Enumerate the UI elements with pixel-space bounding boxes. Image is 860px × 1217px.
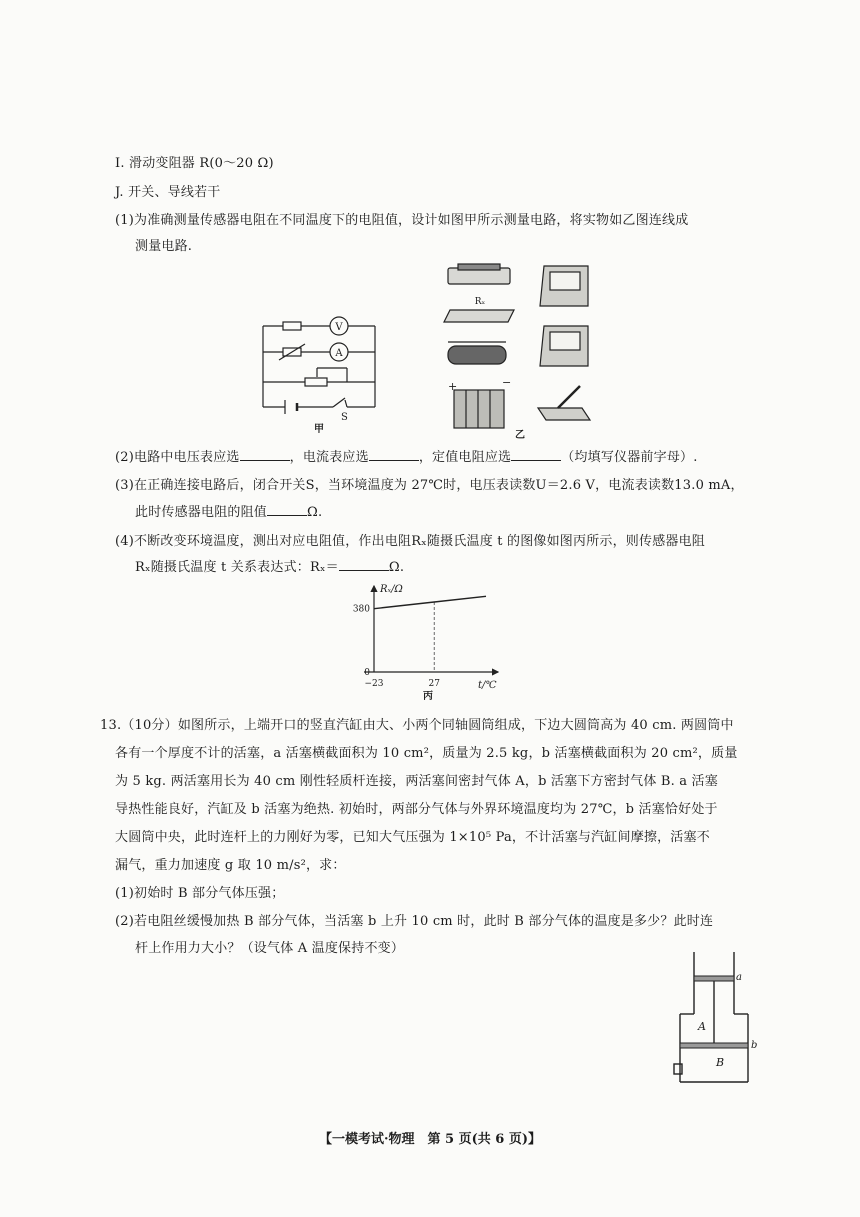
question-2 bbox=[115, 446, 698, 465]
origin-label: 0 bbox=[364, 668, 370, 678]
page-footer: 【一模考试·物理 第 5 页(共 6 页)】 bbox=[318, 1132, 542, 1147]
question-4-line-1: (4)不断改变环境温度，测出对应电阻值，作出电阻Rₓ随摄氏温度 t 的图像如图丙所示，则传感器电阻 bbox=[115, 534, 706, 549]
question-1-line-1: (1)为准确测量传感器电阻在不同温度下的电阻值，设计如图甲所示测量电路，将实物如乙图连线成 bbox=[115, 213, 689, 228]
q3-text-1: 此时传感器电阻的阻值 bbox=[135, 505, 268, 520]
q2-text-1: (2)电路中电压表应选 bbox=[115, 450, 240, 465]
q4-text-2: Ω. bbox=[388, 560, 405, 575]
figure-jia-caption: 甲 bbox=[314, 424, 324, 435]
q3-text-2: Ω. bbox=[307, 505, 323, 520]
figure-bing-caption: 丙 bbox=[423, 691, 433, 702]
figure-yi-caption: 乙 bbox=[515, 430, 525, 441]
voltmeter-label: V bbox=[335, 322, 343, 333]
voltmeter-answer-blank bbox=[240, 448, 290, 461]
resistor-answer-blank bbox=[511, 448, 561, 461]
piston-b bbox=[680, 1043, 748, 1048]
ammeter-answer-blank bbox=[369, 448, 419, 461]
figure-cylinder bbox=[672, 952, 772, 1087]
battery-pack bbox=[454, 390, 504, 428]
problem-13-line-8: (2)若电阻丝缓慢加热 B 部分气体，当活塞 b 上升 10 cm 时，此时 B 部分气体的温度是多少？此时连 bbox=[115, 914, 714, 929]
figure-yi-apparatus bbox=[440, 258, 600, 441]
problem-13-line-4: 导热性能良好，汽缸及 b 活塞为绝热. 初始时，两部分气体与外界环境温度均为 27℃，b 活塞恰好处于 bbox=[115, 802, 718, 817]
y-axis-label: Rₓ/Ω bbox=[380, 584, 403, 595]
question-3-line-2 bbox=[135, 501, 322, 520]
problem-13-line-6: 漏气，重力加速度 g 取 10 m/s²，求： bbox=[115, 858, 346, 873]
label-a: a bbox=[736, 972, 742, 983]
resistance-answer-blank bbox=[267, 503, 307, 516]
rheostat bbox=[448, 346, 506, 364]
q2-text-3: ，定值电阻应选 bbox=[418, 450, 512, 465]
q4-text-1: Rₓ随摄氏温度 t 关系表达式：Rₓ＝ bbox=[135, 560, 339, 575]
ammeter-label: A bbox=[335, 348, 343, 359]
question-4-line-2 bbox=[135, 556, 404, 575]
plus-sign: + bbox=[448, 380, 458, 393]
piston-a bbox=[694, 976, 734, 981]
tick-380: 380 bbox=[352, 604, 370, 615]
x-axis-label: t/℃ bbox=[478, 680, 497, 691]
label-b: b bbox=[751, 1040, 758, 1051]
item-i: I. 滑动变阻器 R(0～20 Ω) bbox=[115, 156, 274, 171]
switch-board bbox=[538, 408, 590, 420]
switch-label: S bbox=[341, 412, 348, 423]
problem-13-line-5: 大圆筒中央，此时连杆上的力刚好为零，已知大气压强为 1×10⁵ Pa，不计活塞与汽缸间摩擦，活塞不 bbox=[115, 830, 710, 845]
question-3-line-1: (3)在正确连接电路后，闭合开关S，当环境温度为 27℃时，电压表读数U＝2.6 V，电流表读数13.0 mA， bbox=[115, 478, 744, 493]
problem-13-line-3: 为 5 kg. 两活塞用长为 40 cm 刚性轻质杆连接，两活塞间密封气体 A，b 活塞下方密封气体 B. a 活塞 bbox=[115, 774, 718, 789]
tick-neg-23: −23 bbox=[364, 679, 384, 689]
minus-sign: − bbox=[502, 376, 512, 389]
expression-answer-blank bbox=[339, 558, 389, 571]
problem-13-line-1: 13.（10分）如图所示，上端开口的竖直汽缸由大、小两个同轴圆筒组成，下边大圆筒高为 40 cm. 两圆筒中 bbox=[100, 718, 734, 733]
figure-jia-circuit bbox=[255, 310, 385, 435]
problem-13-line-7: (1)初始时 B 部分气体压强； bbox=[115, 886, 285, 901]
rx-label: Rₓ bbox=[474, 297, 486, 307]
q2-text-2: ，电流表应选 bbox=[289, 450, 369, 465]
figure-bing-chart bbox=[330, 578, 510, 703]
series-line bbox=[374, 596, 486, 608]
label-gas-b: B bbox=[716, 1056, 725, 1069]
item-j: J. 开关、导线若干 bbox=[115, 185, 221, 200]
rx-board bbox=[444, 310, 514, 322]
question-1-line-2: 测量电路. bbox=[135, 239, 193, 254]
problem-13-line-2: 各有一个厚度不计的活塞，a 活塞横截面积为 10 cm²，质量为 2.5 kg，b 活塞横截面积为 20 cm²，质量 bbox=[115, 746, 738, 761]
tick-27: 27 bbox=[428, 679, 440, 689]
problem-13-line-9: 杆上作用力大小？（设气体 A 温度保持不变） bbox=[135, 941, 405, 956]
label-gas-a: A bbox=[698, 1020, 706, 1033]
q2-text-4: （均填写仪器前字母）. bbox=[561, 450, 698, 465]
